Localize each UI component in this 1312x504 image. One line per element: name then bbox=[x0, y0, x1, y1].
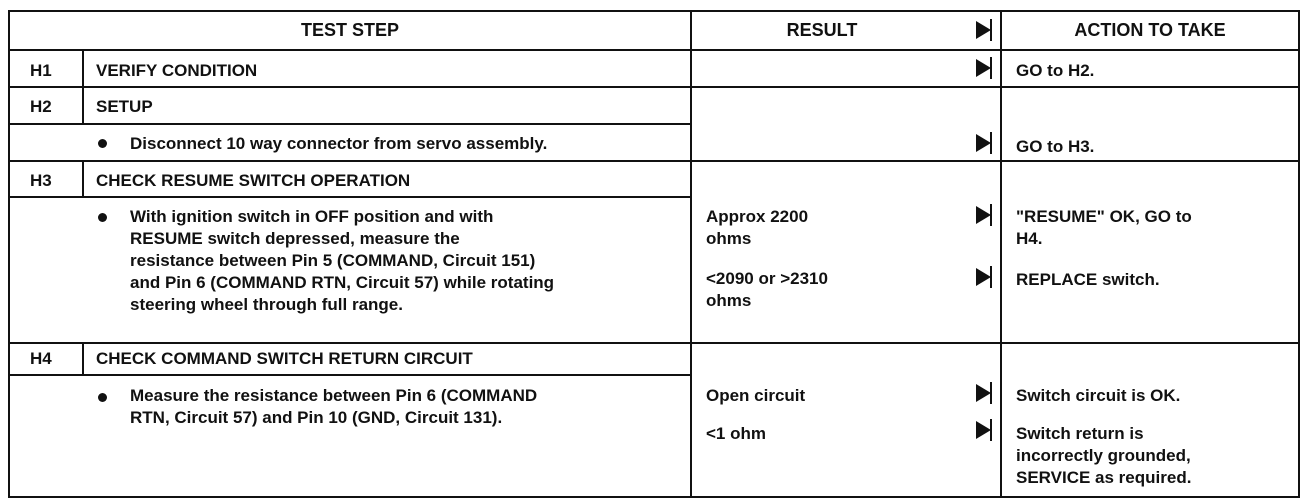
step-title-h1: VERIFY CONDITION bbox=[96, 61, 258, 80]
header-test-step: TEST STEP bbox=[300, 20, 399, 40]
result-h3-1-line1: Approx 2200 bbox=[706, 207, 809, 226]
action-h4-1: Switch circuit is OK. bbox=[1016, 386, 1181, 405]
col-divider bbox=[690, 12, 692, 498]
row-divider bbox=[10, 86, 1298, 88]
action-h4-2-line3: SERVICE as required. bbox=[1016, 468, 1192, 487]
col-divider bbox=[82, 86, 84, 123]
step-title-h4: CHECK COMMAND SWITCH RETURN CIRCUIT bbox=[96, 349, 473, 368]
step-title-h2: SETUP bbox=[96, 97, 153, 116]
step-id-h2: H2 bbox=[30, 97, 52, 116]
col-divider bbox=[82, 160, 84, 196]
step-id-h1: H1 bbox=[30, 61, 52, 80]
result-h4-1: Open circuit bbox=[706, 386, 806, 405]
arrow-icon bbox=[976, 421, 991, 439]
result-h3-2-line1: <2090 or >2310 bbox=[706, 269, 828, 288]
step-text-h3-line5: steering wheel through full range. bbox=[130, 295, 403, 314]
row-divider bbox=[10, 374, 690, 376]
result-h3-2-line2: ohms bbox=[706, 291, 752, 310]
action-h3-1-line2: H4. bbox=[1016, 229, 1043, 248]
step-text-h4-line2: RTN, Circuit 57) and Pin 10 (GND, Circuit 131). bbox=[130, 408, 503, 427]
step-text-h3-line1: With ignition switch in OFF position and with bbox=[130, 207, 494, 226]
step-id-h3: H3 bbox=[30, 171, 52, 190]
step-title-h3: CHECK RESUME SWITCH OPERATION bbox=[96, 171, 411, 190]
action-h3-1-line1: "RESUME" OK, GO to bbox=[1016, 207, 1192, 226]
step-text-h4-line1: Measure the resistance between Pin 6 (COMMAND bbox=[130, 386, 538, 405]
step-text-h2: Disconnect 10 way connector from servo assembly. bbox=[130, 134, 548, 153]
step-text-h3-line4: and Pin 6 (COMMAND RTN, Circuit 57) while rotating bbox=[130, 273, 555, 292]
row-divider bbox=[10, 123, 690, 125]
action-h3-2: REPLACE switch. bbox=[1016, 270, 1160, 289]
col-divider bbox=[82, 342, 84, 374]
result-h3-1-line2: ohms bbox=[706, 229, 752, 248]
bullet-icon bbox=[98, 393, 107, 402]
header-action: ACTION TO TAKE bbox=[1074, 20, 1226, 40]
action-h4-2-line1: Switch return is bbox=[1016, 424, 1144, 443]
arrow-icon bbox=[976, 206, 991, 224]
action-h2: GO to H3. bbox=[1016, 137, 1095, 156]
bullet-icon bbox=[98, 213, 107, 222]
diagnostic-table bbox=[8, 10, 1300, 498]
arrow-icon bbox=[976, 268, 991, 286]
step-id-h4: H4 bbox=[30, 349, 52, 368]
arrow-icon bbox=[976, 21, 991, 39]
row-divider bbox=[10, 196, 690, 198]
col-divider bbox=[1000, 12, 1002, 498]
step-text-h3-line3: resistance between Pin 5 (COMMAND, Circuit 151) bbox=[130, 251, 536, 270]
arrow-icon bbox=[976, 134, 991, 152]
row-divider bbox=[10, 160, 1298, 162]
row-divider bbox=[10, 342, 1298, 344]
bullet-icon bbox=[98, 139, 107, 148]
step-text-h3-line2: RESUME switch depressed, measure the bbox=[130, 229, 460, 248]
action-h4-2-line2: incorrectly grounded, bbox=[1016, 446, 1191, 465]
arrow-icon bbox=[976, 59, 991, 77]
action-h1: GO to H2. bbox=[1016, 61, 1095, 80]
arrow-icon bbox=[976, 384, 991, 402]
result-h4-2: <1 ohm bbox=[706, 424, 766, 443]
header-result: RESULT bbox=[786, 20, 858, 40]
row-divider bbox=[10, 49, 1298, 51]
col-divider bbox=[82, 49, 84, 86]
